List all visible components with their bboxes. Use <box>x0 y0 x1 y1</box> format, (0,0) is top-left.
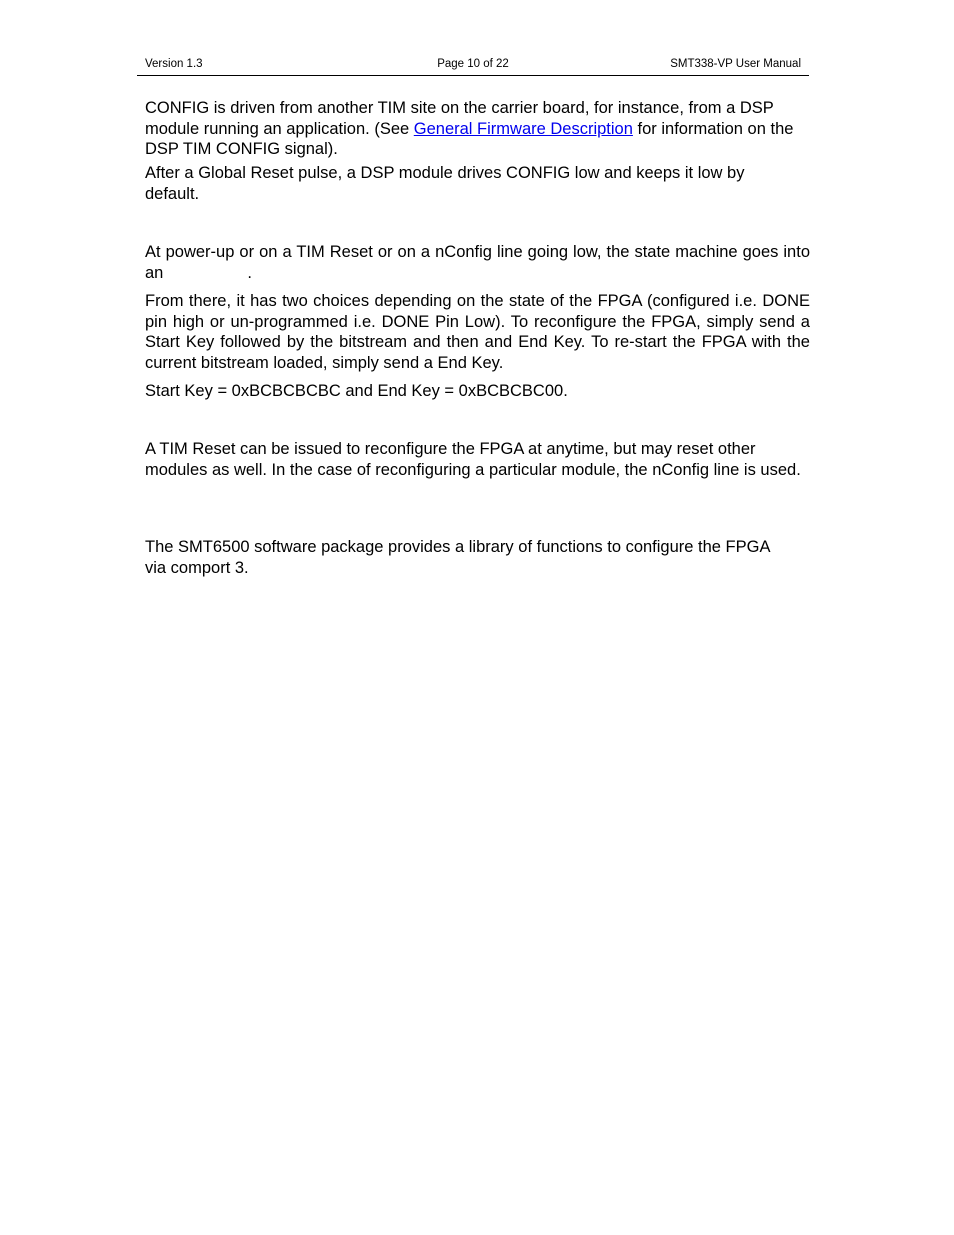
paragraph-tim-reset: A TIM Reset can be issued to reconfigure the FPGA at anytime, but may reset other modules as well. In the case of reconfiguring a particular module, the nConfig line is used. <box>145 440 801 479</box>
general-firmware-description-link[interactable]: General Firmware Description <box>413 119 633 138</box>
paragraph-power-up-text: At power-up or on a TIM Reset or on a nConfig line going low, the state machine goes into an <box>145 243 810 282</box>
paragraph-config-text-1: CONFIG is driven from another TIM site on the carrier board, for instance, from a DSP module running an application. (See <box>145 99 774 138</box>
paragraph-software-package: The SMT6500 software package provides a library of functions to configure the FPGA via comport 3. <box>145 538 770 577</box>
paragraph-power-up-end: . <box>247 263 252 282</box>
header-page-number: Page 10 of 22 <box>437 58 509 70</box>
header-manual-title: SMT338-VP User Manual <box>670 58 801 70</box>
header-version: Version 1.3 <box>145 58 203 70</box>
paragraph-power-up <box>145 242 810 283</box>
paragraph-fpga-choices: From there, it has two choices depending on the state of the FPGA (configured i.e. DONE pin high or un-programmed i.e. DONE Pin Low). To reconfigure the FPGA, simply send a Start Key followed by the bitstream and then and End Key. To re-start the FPGA with the current bitstream loaded, simply send a End Key. <box>145 292 810 372</box>
paragraph-config-driven <box>145 98 795 160</box>
page-header <box>137 56 809 76</box>
paragraph-global-reset: After a Global Reset pulse, a DSP module drives CONFIG low and keeps it low by default. <box>145 164 745 203</box>
paragraph-keys: Start Key = 0xBCBCBCBC and End Key = 0xBCBCBC00. <box>145 382 568 400</box>
paragraph-config-text-2: for information on the DSP TIM CONFIG signal). <box>145 119 794 159</box>
